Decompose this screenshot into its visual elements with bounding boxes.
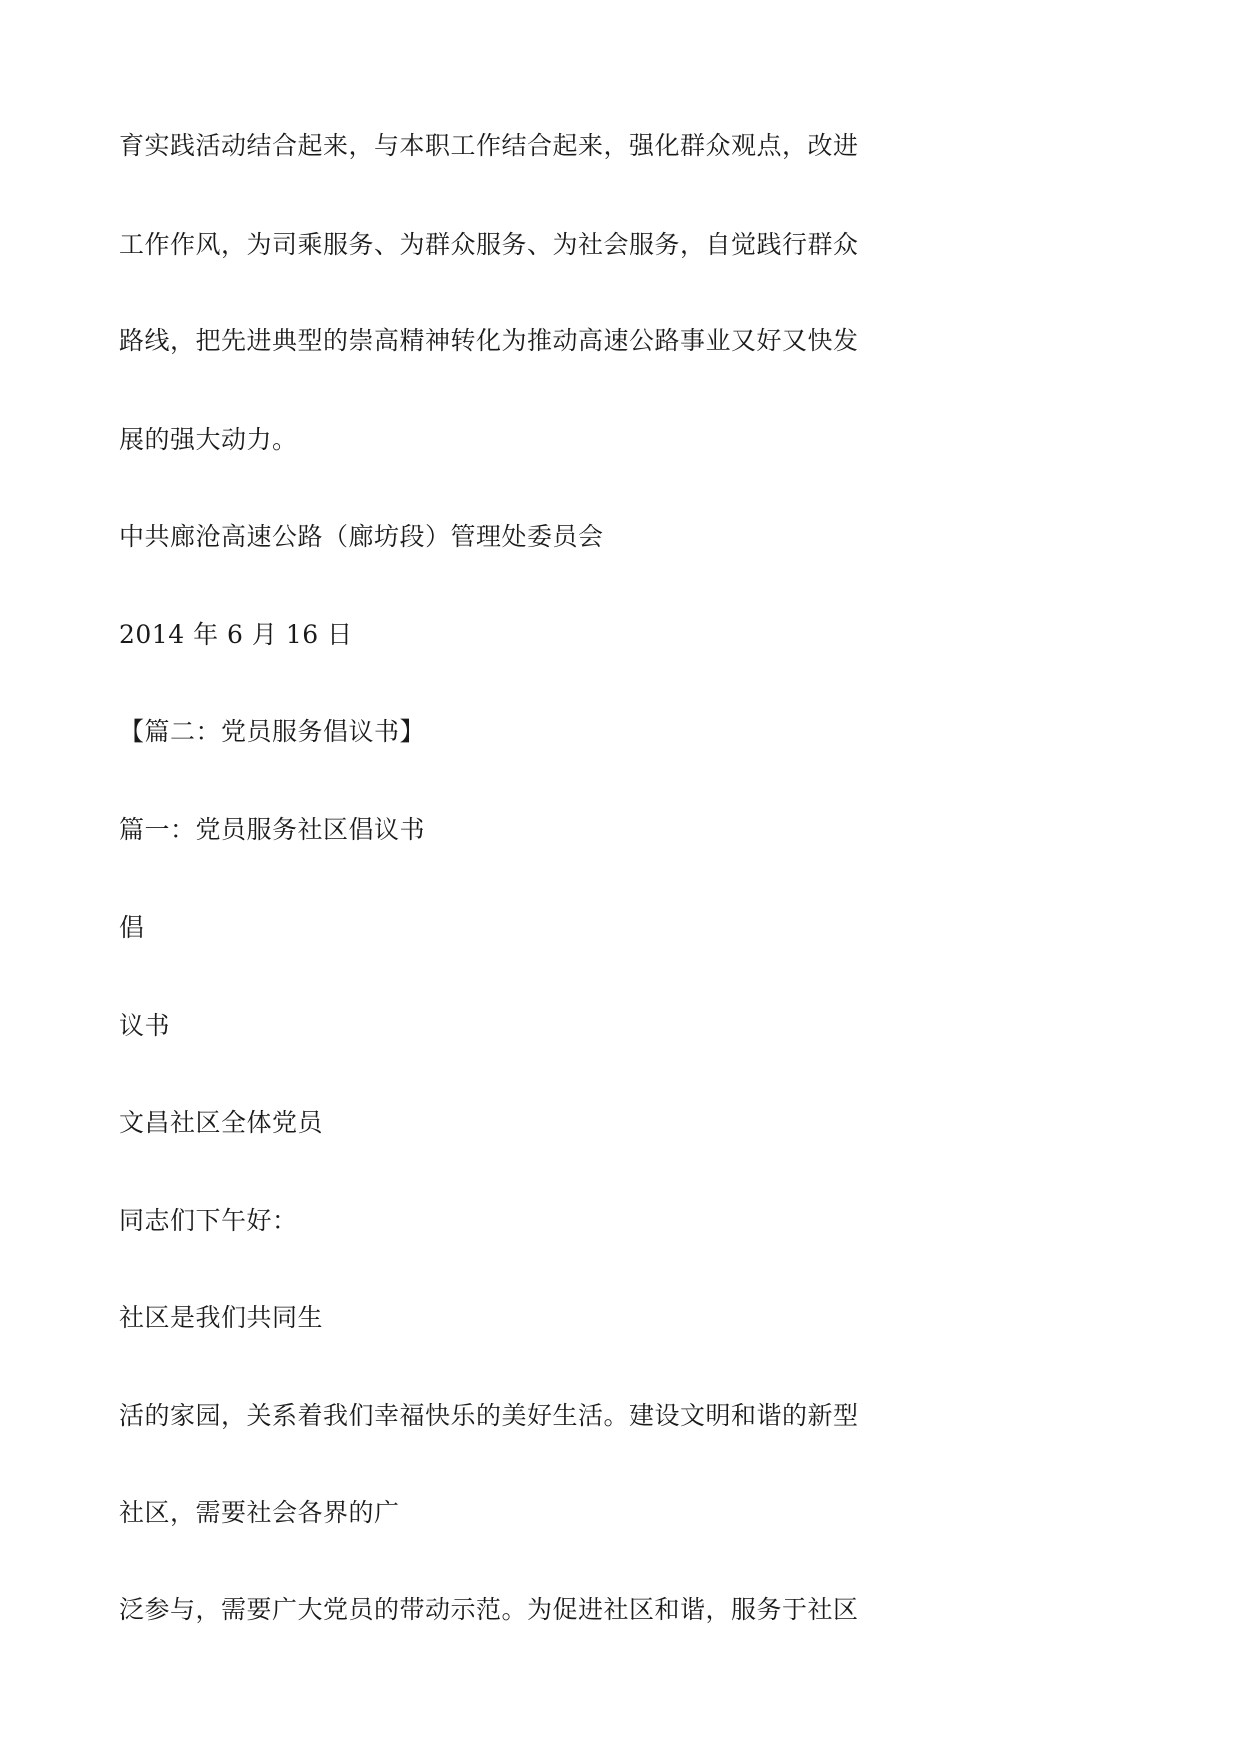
signature-date: 2014 年 6 月 16 日: [119, 620, 353, 649]
addressee: 文昌社区全体党员: [119, 1108, 324, 1137]
greeting: 同志们下午好：: [119, 1206, 298, 1235]
body-text-line: 工作作风，为司乘服务、为群众服务、为社会服务，自觉践行群众: [119, 230, 859, 259]
body-text-line: 泛参与，需要广大党员的带动示范。为促进社区和谐，服务于社区: [119, 1595, 859, 1624]
body-text-line: 社区是我们共同生: [119, 1303, 324, 1332]
body-text-line: 路线，把先进典型的崇高精神转化为推动高速公路事业又好又快发: [119, 326, 859, 355]
section-subheading: 篇一：党员服务社区倡议书: [119, 815, 426, 844]
section-heading: 【篇二：党员服务倡议书】: [119, 717, 426, 746]
body-text-line: 育实践活动结合起来，与本职工作结合起来，强化群众观点，改进: [119, 131, 859, 160]
signature-organization: 中共廊沧高速公路（廊坊段）管理处委员会: [119, 522, 604, 551]
title-line: 议书: [119, 1011, 171, 1040]
body-text-line: 社区，需要社会各界的广: [119, 1498, 400, 1527]
title-line: 倡: [119, 913, 145, 942]
body-text-line: 活的家园，关系着我们幸福快乐的美好生活。建设文明和谐的新型: [119, 1401, 859, 1430]
body-text-line: 展的强大动力。: [119, 425, 298, 454]
